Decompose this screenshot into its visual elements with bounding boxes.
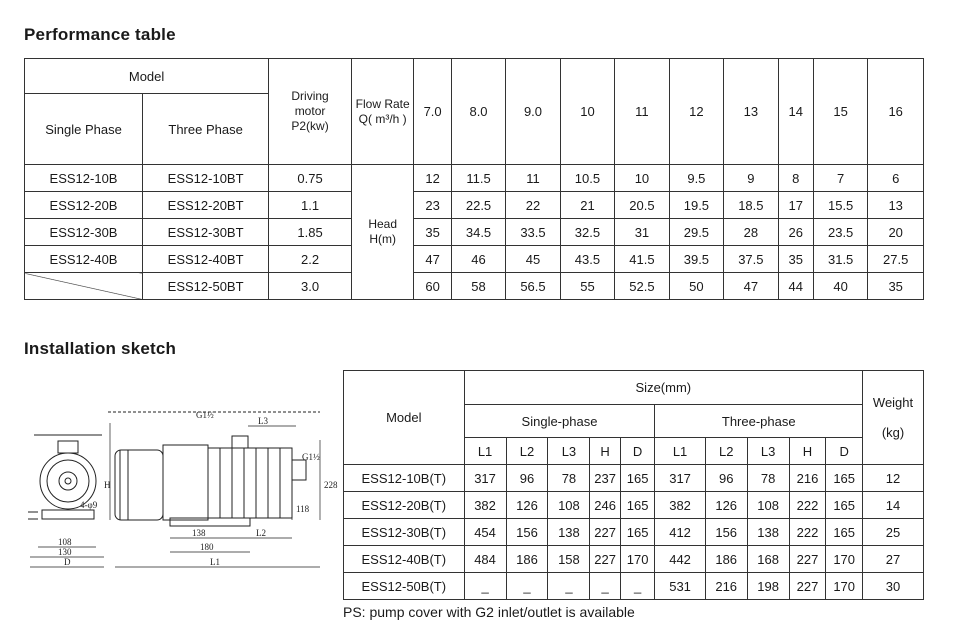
dim-l1-label: L1 [210,557,220,567]
head-value-cell: 9 [724,165,778,192]
dimension-value-cell: 165 [826,492,863,519]
dimension-value-cell: 222 [789,519,826,546]
head-value-cell: 31 [615,219,669,246]
head-value-cell: 17 [778,192,813,219]
dimension-value-cell: 168 [747,546,789,573]
dimension-value-cell: 317 [464,465,506,492]
dimension-value-cell: _ [548,573,590,600]
weight-header: Weight (kg) [863,371,924,465]
dimension-value-cell: 165 [826,519,863,546]
head-value-cell: 10.5 [560,165,614,192]
head-value-cell: 10 [615,165,669,192]
single-phase-model-cell: ESS12-40B [25,246,143,273]
dimension-value-cell: 227 [789,573,826,600]
three-phase-header: Three Phase [143,94,269,165]
single-phase-model-cell: ESS12-30B [25,219,143,246]
head-value-cell: 37.5 [724,246,778,273]
model-header: Model [25,59,269,94]
driving-motor-header: Driving motor P2(kw) [269,59,352,165]
motor-power-cell: 3.0 [269,273,352,300]
flow-rate-cell: 16 [868,59,924,165]
dim-180-label: 180 [200,542,214,552]
head-value-cell: 21 [560,192,614,219]
head-value-cell: 46 [451,246,505,273]
table-row [344,546,924,573]
head-value-cell: 39.5 [669,246,723,273]
head-value-cell: 20 [868,219,924,246]
dimension-header-cell: H [590,438,620,465]
dimension-header-cell: L3 [747,438,789,465]
model-cell: ESS12-20B(T) [344,492,465,519]
three-phase-size-header: Three-phase [655,405,863,438]
dimension-value-cell: 170 [620,546,655,573]
head-value-cell: 6 [868,165,924,192]
dimension-value-cell: _ [620,573,655,600]
dimension-header-cell: D [620,438,655,465]
head-value-cell: 40 [813,273,867,300]
dimension-value-cell: 126 [506,492,548,519]
table-row [344,492,924,519]
dimension-value-cell: 216 [705,573,747,600]
head-value-cell: 41.5 [615,246,669,273]
dimension-value-cell: 108 [747,492,789,519]
h-label: H [104,480,111,490]
head-value-cell: 9.5 [669,165,723,192]
head-value-cell: 13 [868,192,924,219]
dim-228-label: 228 [324,480,338,490]
size-header: Size(mm) [464,371,862,405]
dimension-header-cell: H [789,438,826,465]
motor-power-cell: 2.2 [269,246,352,273]
head-value-cell: 11 [506,165,560,192]
dimension-value-cell: 186 [705,546,747,573]
dim-138-label: 138 [192,528,206,538]
dimension-value-cell: 531 [655,573,705,600]
dimension-value-cell: 78 [747,465,789,492]
dimension-value-cell: 96 [705,465,747,492]
pump-side-view [108,412,320,526]
weight-cell: 14 [863,492,924,519]
head-value-cell: 44 [778,273,813,300]
table-row [344,573,924,600]
dimension-value-cell: 165 [620,465,655,492]
performance-table [24,58,924,300]
dimension-value-cell: 138 [548,519,590,546]
head-value-cell: 58 [451,273,505,300]
flow-rate-cell: 13 [724,59,778,165]
head-value-cell: 47 [414,246,451,273]
head-value-cell: 26 [778,219,813,246]
table-row [25,192,924,219]
three-phase-model-cell: ESS12-50BT [143,273,269,300]
head-value-cell: 23 [414,192,451,219]
dim-d-label: D [64,557,71,567]
dimension-value-cell: 237 [590,465,620,492]
motor-power-cell: 0.75 [269,165,352,192]
ps-note: PS: pump cover with G2 inlet/outlet is available [343,604,635,620]
dimension-value-cell: 216 [789,465,826,492]
three-phase-model-cell: ESS12-10BT [143,165,269,192]
dimension-value-cell: _ [590,573,620,600]
model-cell: ESS12-40B(T) [344,546,465,573]
head-value-cell: 22.5 [451,192,505,219]
table-row [25,246,924,273]
head-value-cell: 12 [414,165,451,192]
dimension-value-cell: 78 [548,465,590,492]
inst-model-header: Model [344,371,465,465]
head-value-cell: 7 [813,165,867,192]
head-value-cell: 47 [724,273,778,300]
head-value-cell: 55 [560,273,614,300]
weight-cell: 30 [863,573,924,600]
head-value-cell: 23.5 [813,219,867,246]
dimension-value-cell: 158 [548,546,590,573]
dimension-value-cell: 138 [747,519,789,546]
head-value-cell: 27.5 [868,246,924,273]
head-value-cell: 35 [868,273,924,300]
flow-rate-cell: 14 [778,59,813,165]
dimension-value-cell: 108 [548,492,590,519]
head-value-cell: 31.5 [813,246,867,273]
g1-side-label: G1½ [302,452,320,462]
dimension-value-cell: 165 [620,519,655,546]
weight-cell: 12 [863,465,924,492]
flow-rate-cell: 10 [560,59,614,165]
head-label-cell: Head H(m) [351,165,414,300]
dimension-header-cell: L2 [705,438,747,465]
dimension-value-cell: 246 [590,492,620,519]
three-phase-model-cell: ESS12-40BT [143,246,269,273]
head-value-cell: 45 [506,246,560,273]
head-value-cell: 15.5 [813,192,867,219]
dim-l2-label: L2 [256,528,266,538]
dimension-value-cell: 484 [464,546,506,573]
head-value-cell: 22 [506,192,560,219]
head-value-cell: 28 [724,219,778,246]
dimension-header-cell: D [826,438,863,465]
installation-sketch-heading: Installation sketch [24,339,177,358]
head-value-cell: 8 [778,165,813,192]
head-value-cell: 34.5 [451,219,505,246]
three-phase-model-cell: ESS12-30BT [143,219,269,246]
dimension-header-cell: L1 [655,438,705,465]
flow-rate-header: Flow Rate Q( m³/h ) [351,59,414,165]
head-value-cell: 33.5 [506,219,560,246]
single-phase-model-cell: ESS12-10B [25,165,143,192]
three-phase-model-cell: ESS12-20BT [143,192,269,219]
dimension-value-cell: 382 [655,492,705,519]
g1-top-label: G1½ [196,410,214,420]
table-row [344,519,924,546]
dimension-value-cell: 96 [506,465,548,492]
dimension-value-cell: 198 [747,573,789,600]
phi9-label: 4-φ9 [80,500,98,510]
dimension-value-cell: 454 [464,519,506,546]
dimension-value-cell: _ [506,573,548,600]
pump-installation-sketch [20,400,340,575]
head-value-cell: 19.5 [669,192,723,219]
performance-table-heading: Performance table [24,25,176,44]
head-value-cell: 32.5 [560,219,614,246]
dimension-value-cell: 317 [655,465,705,492]
flow-rate-cell: 11 [615,59,669,165]
head-value-cell: 60 [414,273,451,300]
head-value-cell: 20.5 [615,192,669,219]
motor-power-cell: 1.85 [269,219,352,246]
head-value-cell: 35 [778,246,813,273]
model-cell: ESS12-10B(T) [344,465,465,492]
dimension-value-cell: 170 [826,546,863,573]
weight-cell: 25 [863,519,924,546]
single-phase-model-cell: ESS12-20B [25,192,143,219]
table-row [25,219,924,246]
weight-cell: 27 [863,546,924,573]
model-cell: ESS12-50B(T) [344,573,465,600]
single-phase-size-header: Single-phase [464,405,655,438]
head-value-cell: 18.5 [724,192,778,219]
single-phase-model-cell [25,273,143,300]
table-row [25,165,924,192]
head-value-cell: 11.5 [451,165,505,192]
dimension-value-cell: _ [464,573,506,600]
head-value-cell: 50 [669,273,723,300]
head-value-cell: 43.5 [560,246,614,273]
flow-rate-cell: 15 [813,59,867,165]
table-row [344,465,924,492]
dim-108-label: 108 [58,537,72,547]
head-value-cell: 29.5 [669,219,723,246]
dimension-header-cell: L2 [506,438,548,465]
motor-power-cell: 1.1 [269,192,352,219]
dimension-value-cell: 227 [590,546,620,573]
head-value-cell: 56.5 [506,273,560,300]
dimension-value-cell: 126 [705,492,747,519]
dimension-value-cell: 412 [655,519,705,546]
dimension-value-cell: 382 [464,492,506,519]
model-cell: ESS12-30B(T) [344,519,465,546]
dimension-value-cell: 170 [826,573,863,600]
dimension-value-cell: 186 [506,546,548,573]
flow-rate-cell: 7.0 [414,59,451,165]
dim-130-label: 130 [58,547,72,557]
dimension-header-cell: L3 [548,438,590,465]
dimension-value-cell: 165 [826,465,863,492]
head-value-cell: 52.5 [615,273,669,300]
flow-rate-cell: 12 [669,59,723,165]
flow-rate-cell: 8.0 [451,59,505,165]
single-phase-header: Single Phase [25,94,143,165]
installation-size-table [343,370,924,600]
dimension-value-cell: 227 [789,546,826,573]
dimension-value-cell: 227 [590,519,620,546]
dimension-value-cell: 156 [506,519,548,546]
dimension-header-cell: L1 [464,438,506,465]
dimension-value-cell: 165 [620,492,655,519]
l3-label: L3 [258,416,268,426]
dimension-value-cell: 442 [655,546,705,573]
head-value-cell: 35 [414,219,451,246]
dim-118-label: 118 [296,504,310,514]
table-row [25,273,924,300]
dimension-value-cell: 156 [705,519,747,546]
dimension-value-cell: 222 [789,492,826,519]
flow-rate-cell: 9.0 [506,59,560,165]
